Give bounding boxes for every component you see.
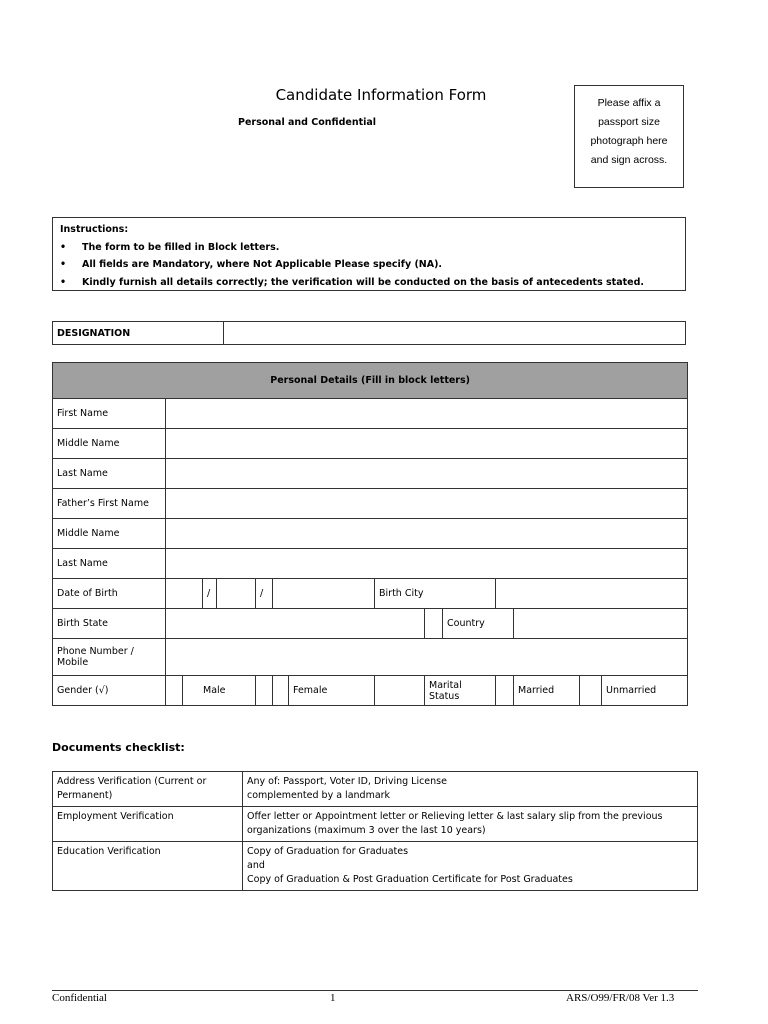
first-name-field[interactable] bbox=[166, 399, 688, 429]
father-last-name-field[interactable] bbox=[166, 549, 688, 579]
birth-state-label: Birth State bbox=[53, 609, 166, 639]
birth-state-field[interactable] bbox=[166, 609, 425, 639]
photo-box-line: passport size bbox=[598, 116, 660, 128]
document-requirement bbox=[243, 772, 698, 807]
female-label: Female bbox=[289, 676, 375, 706]
father-middle-name-label: Middle Name bbox=[53, 519, 166, 549]
dob-year-field[interactable] bbox=[273, 579, 375, 609]
date-separator: / bbox=[203, 579, 217, 609]
document-type: Education Verification bbox=[53, 842, 243, 891]
spacer-cell bbox=[425, 609, 443, 639]
photo-box-line: photograph here bbox=[590, 135, 668, 147]
instructions-heading: Instructions: bbox=[60, 224, 129, 235]
phone-field[interactable] bbox=[166, 639, 688, 676]
date-separator: / bbox=[256, 579, 273, 609]
table-row bbox=[53, 842, 698, 891]
footer-left: Confidential bbox=[52, 992, 107, 1004]
father-middle-name-field[interactable] bbox=[166, 519, 688, 549]
middle-name-field[interactable] bbox=[166, 429, 688, 459]
instructions-box bbox=[52, 217, 686, 291]
table-row bbox=[53, 772, 698, 807]
first-name-label: First Name bbox=[53, 399, 166, 429]
document-code: ARS/O99/FR/08 Ver 1.3 bbox=[566, 992, 675, 1004]
personal-details-table bbox=[52, 362, 688, 706]
unmarried-checkbox[interactable] bbox=[580, 676, 602, 706]
photo-box-line: and sign across. bbox=[590, 154, 668, 166]
instruction-item: • All fields are Mandatory, where Not Applicable Please specify (NA). bbox=[60, 256, 678, 274]
photo-box-line: Please affix a bbox=[597, 97, 661, 109]
designation-label: DESIGNATION bbox=[53, 322, 224, 345]
requirement-line: Copy of Graduation & Post Graduation Certificate for Post Graduates bbox=[247, 874, 573, 885]
country-label: Country bbox=[443, 609, 514, 639]
personal-details-header: Personal Details (Fill in block letters) bbox=[53, 363, 688, 399]
dob-label: Date of Birth bbox=[53, 579, 166, 609]
married-label: Married bbox=[514, 676, 580, 706]
footer-divider bbox=[52, 990, 698, 991]
male-label: Male bbox=[183, 676, 256, 706]
middle-name-label: Middle Name bbox=[53, 429, 166, 459]
birth-city-field[interactable] bbox=[496, 579, 688, 609]
phone-label: Phone Number / Mobile bbox=[53, 639, 166, 676]
dob-day-field[interactable] bbox=[166, 579, 203, 609]
dob-month-field[interactable] bbox=[217, 579, 256, 609]
requirement-line: complemented by a landmark bbox=[247, 790, 391, 801]
table-row bbox=[53, 807, 698, 842]
document-requirement bbox=[243, 842, 698, 891]
instruction-item: • The form to be filled in Block letters. bbox=[60, 239, 678, 257]
form-title: Candidate Information Form bbox=[275, 86, 487, 104]
form-subtitle: Personal and Confidential bbox=[238, 117, 377, 128]
instruction-item: • Kindly furnish all details correctly; the verification will be conducted on the basis of antecedents stated. bbox=[60, 274, 678, 292]
father-last-name-label: Last Name bbox=[53, 549, 166, 579]
male-checkbox[interactable] bbox=[166, 676, 183, 706]
last-name-field[interactable] bbox=[166, 459, 688, 489]
spacer-cell bbox=[256, 676, 273, 706]
unmarried-label: Unmarried bbox=[602, 676, 688, 706]
designation-table bbox=[52, 321, 686, 345]
country-field[interactable] bbox=[514, 609, 688, 639]
page-number: 1 bbox=[330, 992, 336, 1004]
designation-field[interactable] bbox=[224, 322, 686, 345]
gender-label: Gender (√) bbox=[53, 676, 166, 706]
documents-table bbox=[52, 771, 698, 891]
father-first-name-label: Father’s First Name bbox=[53, 489, 166, 519]
document-requirement: Offer letter or Appointment letter or Relieving letter & last salary slip from the previous organizations (maximum 3 over the last 10 years) bbox=[243, 807, 698, 842]
document-type: Employment Verification bbox=[53, 807, 243, 842]
married-checkbox[interactable] bbox=[496, 676, 514, 706]
requirement-line: Any of: Passport, Voter ID, Driving License bbox=[247, 776, 447, 787]
spacer-cell bbox=[375, 676, 425, 706]
documents-heading: Documents checklist: bbox=[52, 741, 185, 754]
father-first-name-field[interactable] bbox=[166, 489, 688, 519]
last-name-label: Last Name bbox=[53, 459, 166, 489]
requirement-line: Copy of Graduation for Graduates bbox=[247, 846, 409, 857]
female-checkbox[interactable] bbox=[273, 676, 289, 706]
requirement-line: and bbox=[247, 860, 265, 871]
document-type: Address Verification (Current or Permanent) bbox=[53, 772, 243, 807]
marital-status-label: Marital Status bbox=[425, 676, 496, 706]
birth-city-label: Birth City bbox=[375, 579, 496, 609]
photo-box bbox=[574, 85, 684, 188]
